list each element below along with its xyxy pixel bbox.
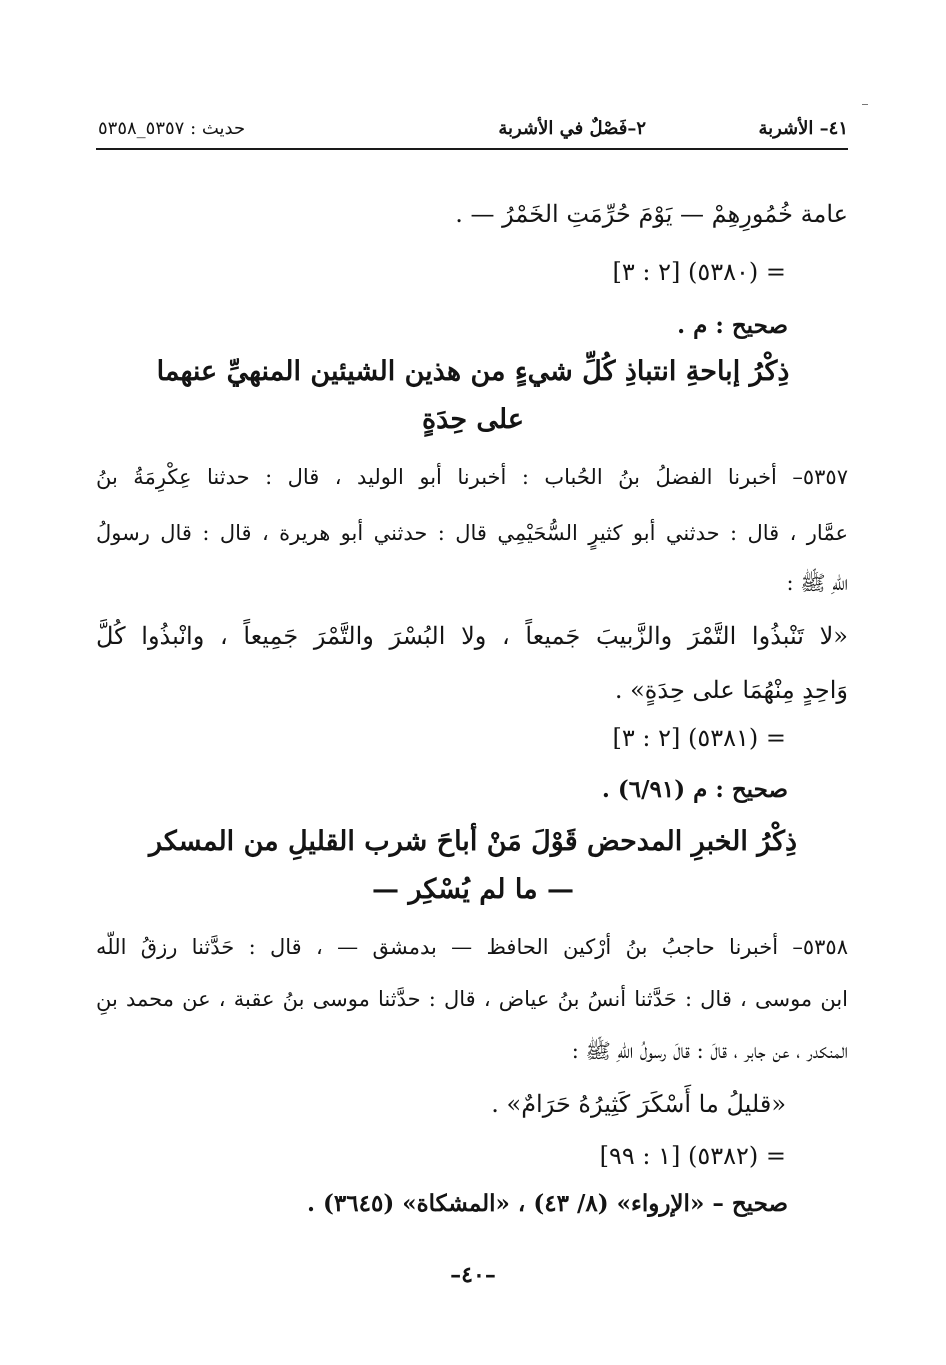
reference-5381: = (٥٣٨١) [٢ : ٣] <box>612 724 786 752</box>
section-heading-2-line-1: ذِكْرُ الخبرِ المدحض قَوْلَ مَنْ أباحَ شرب القليلِ من المسكر <box>148 826 798 857</box>
section-heading-1-line-1: ذِكْرُ إباحةِ انتباذِ كُلِّ شيءٍ من هذين الشيئين المنهيِّ عنهما <box>156 356 790 387</box>
hadith-5358-text: «قليلُ ما أَسْكَرَ كَثِيرُهُ حَرَامٌ» . <box>491 1090 786 1118</box>
stray-mark <box>862 104 868 105</box>
grade-5380: صحيح : م . <box>677 312 788 339</box>
section-heading-1-line-2: على حِدَةٍ <box>422 404 524 435</box>
reference-5380: = (٥٣٨٠) [٢ : ٣] <box>612 258 786 286</box>
hadith-5357-isnad-line-1: ٥٣٥٧– أخبرنا الفضلُ بنُ الحُباب : أخبرنا أبو الوليد ، قال : حدثنا عِكْرِمَةُ بنُ <box>96 465 848 489</box>
header-book-title: ٤١– الأشربة <box>758 118 848 139</box>
reference-5382: = (٥٣٨٢) [١ : ٩٩] <box>599 1142 786 1170</box>
continuation-line: عامة خُمُورِهِمْ — يَوْمَ حُرِّمَتِ الخَمْرُ — . <box>455 200 848 228</box>
hadith-5358-isnad-line-1: ٥٣٥٨– أخبرنا حاجبُ بنُ أرْكين الحافظ — بدمشق — ، قال : حَدَّثنا رزقُ اللّه <box>96 935 848 959</box>
grade-5381: صحيح : م (٦/٩١) . <box>601 776 788 803</box>
section-heading-2-line-2: — ما لم يُسْكِر — <box>372 874 574 905</box>
hadith-5357-text-line-2: وَاحِدٍ مِنْهُمَا على حِدَةٍ» . <box>614 676 848 704</box>
hadith-5357-isnad-line-2: عمَّار ، قال : حدثني أبو كثيرٍ السُّحَيْمِي قال : حدثني أبو هريرة ، قال : قال رسولُ <box>96 521 848 545</box>
hadith-5358-isnad-line-2: ابن موسى ، قال : حَدَّثنا أنسُ بنُ عياض ، قال : حدَّثنا موسى بنُ عقبة ، عن محمد بنِ <box>96 987 848 1011</box>
hadith-5357-isnad-line-3: اللهِ ﷺ : <box>786 571 848 595</box>
header-chapter-title: ٢–فَصْلٌ في الأشربة <box>498 118 646 139</box>
hadith-5357-text-line-1: «لا تَنْبذُوا التَّمْرَ والزَّبيبَ جَميعاً ، ولا البُسْرَ والتَّمْرَ جَمِيعاً ، وانْبذُوا كُلَّ <box>96 622 848 650</box>
grade-5382: صحيح – «الإرواء» (٨/ ٤٣) ، «المشكاة» (٣٦٤٥) . <box>306 1190 788 1217</box>
header-rule <box>96 148 848 150</box>
page-number: –٤٠– <box>450 1262 496 1288</box>
header-hadith-range: حديث : ٥٣٥٧_٥٣٥٨ <box>98 118 246 139</box>
hadith-5358-isnad-line-3: المنكدر ، عن جابر ، قالَ : قالَ رسولُ اللّهِ ﷺ : <box>571 1039 848 1063</box>
